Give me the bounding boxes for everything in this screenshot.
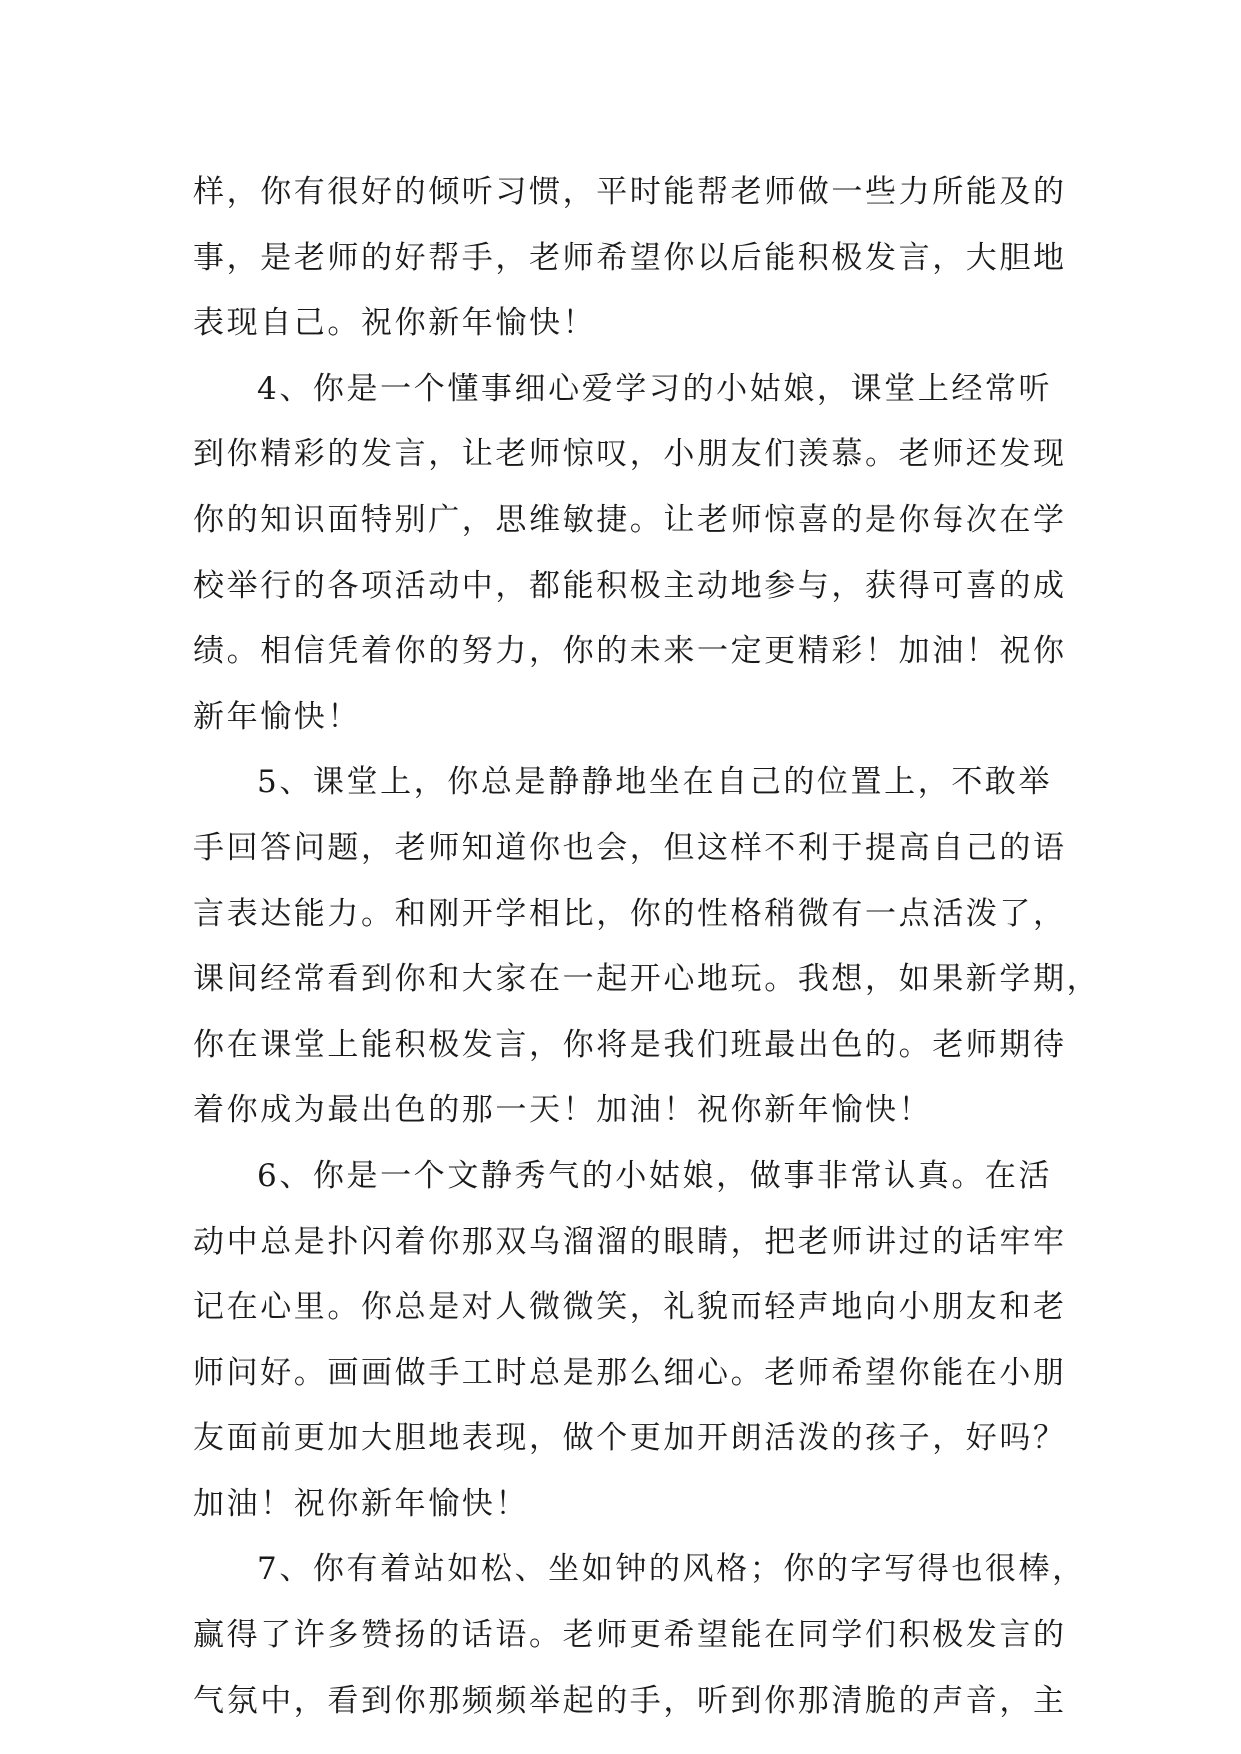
text-line: 课间经常看到你和大家在一起开心地玩。我想，如果新学期， [193,961,1101,998]
text-line: 着你成为最出色的那一天！加油！祝你新年愉快！ [193,1092,933,1129]
text-line: 7、你有着站如松、坐如钟的风格；你的字写得也很棒， [257,1551,1086,1588]
text-line: 4、你是一个懂事细心爱学习的小姑娘，课堂上经常听 [257,370,1053,407]
text-line: 到你精彩的发言，让老师惊叹，小朋友们羡慕。老师还发现 [193,436,1067,473]
paragraph-5 [193,750,1101,1144]
text-line: 赢得了许多赞扬的话语。老师更希望能在同学们积极发言的 [193,1617,1067,1654]
text-line: 手回答问题，老师知道你也会，但这样不利于提高自己的语 [193,829,1067,866]
text-line: 样，你有很好的倾听习惯，平时能帮老师做一些力所能及的 [193,174,1067,210]
text-line: 师问好。画画做手工时总是那么细心。老师希望你能在小朋 [193,1354,1067,1391]
paragraph-3-continued [193,160,1067,357]
text-line: 6、你是一个文静秀气的小姑娘，做事非常认真。在活 [257,1157,1053,1194]
text-line: 记在心里。你总是对人微微笑，礼貌而轻声地向小朋友和老 [193,1289,1067,1326]
text-line: 气氛中，看到你那频频举起的手，听到你那清脆的声音，主 [193,1682,1067,1719]
text-line: 言表达能力。和刚开学相比，你的性格稍微有一点活泼了， [193,895,1067,932]
text-line: 新年愉快！ [193,698,361,735]
text-line: 你的知识面特别广，思维敏捷。让老师惊喜的是你每次在学 [193,501,1067,538]
text-line: 你在课堂上能积极发言，你将是我们班最出色的。老师期待 [193,1026,1067,1063]
text-line: 动中总是扑闪着你那双乌溜溜的眼睛，把老师讲过的话牢牢 [193,1223,1067,1260]
text-line: 加油！祝你新年愉快！ [193,1485,529,1522]
text-line: 校举行的各项活动中，都能积极主动地参与，获得可喜的成 [193,567,1067,604]
text-line: 事，是老师的好帮手，老师希望你以后能积极发言，大胆地 [193,239,1067,276]
paragraph-6 [193,1144,1067,1538]
paragraph-7 [193,1537,1086,1734]
text-line: 友面前更加大胆地表现，做个更加开朗活泼的孩子，好吗？ [193,1420,1067,1457]
text-line: 绩。相信凭着你的努力，你的未来一定更精彩！加油！祝你 [193,633,1067,670]
paragraph-4 [193,357,1067,751]
text-line: 表现自己。祝你新年愉快！ [193,305,597,342]
text-line: 5、课堂上，你总是静静地坐在自己的位置上，不敢举 [257,764,1053,801]
document-body [193,160,1101,1734]
